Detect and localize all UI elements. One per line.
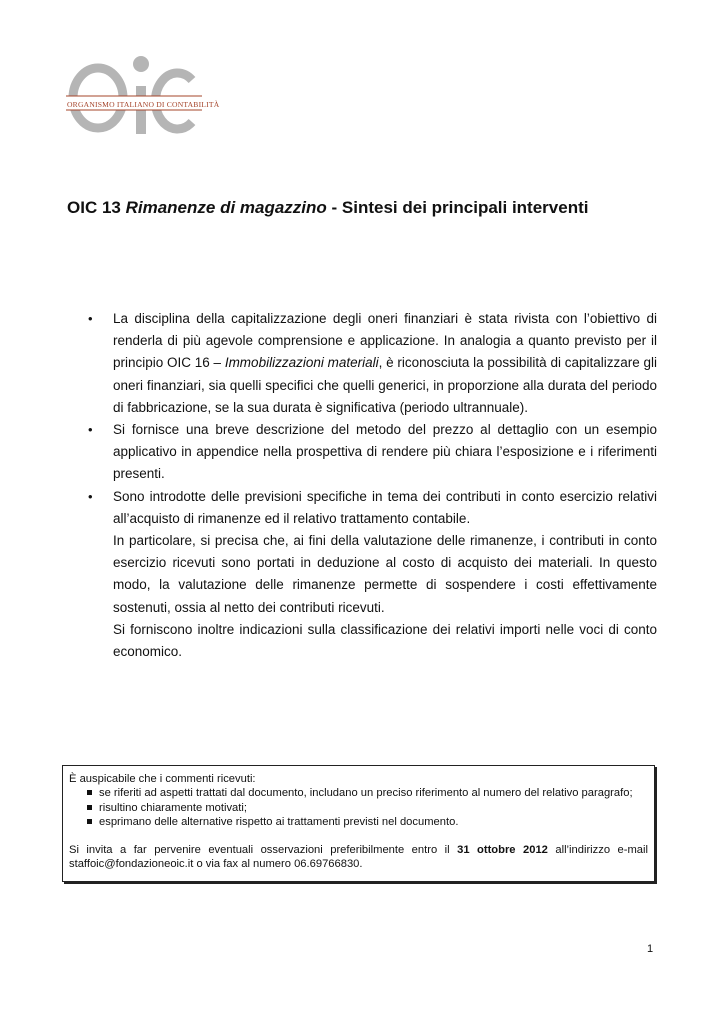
notice-item: esprimano delle alternative rispetto ai trattamenti previsti nel documento.: [85, 815, 648, 829]
notice-invite: Si invita a far pervenire eventuali osservazioni preferibilmente entro il 31 ottobre 2012 all’indirizzo e-mail staffoic@fondazioneoic.it o via fax al numero 06.69766830.: [69, 844, 648, 871]
title-suffix: - Sintesi dei principali interventi: [326, 198, 589, 217]
notice-item: risultino chiaramente motivati;: [85, 801, 648, 815]
svg-text:ORGANISMO ITALIANO DI CONTABIL: ORGANISMO ITALIANO DI CONTABILITÀ: [67, 100, 220, 109]
bullet-icon: •: [88, 422, 93, 438]
bullet-icon: •: [88, 311, 93, 326]
document-title: [67, 198, 667, 218]
comments-notice-box: [62, 765, 655, 882]
title-prefix: OIC 13: [67, 198, 126, 217]
list-item: • Si fornisce una breve descrizione del metodo del prezzo al dettaglio con un esempio applicativo in appendice nella prospettiva di rendere più chiara l’esposizione e i riferimenti presenti.: [86, 419, 657, 486]
page-number: 1: [647, 943, 654, 955]
notice-item: se riferiti ad aspetti trattati dal documento, includano un preciso riferimento al numero del relativo paragrafo;: [85, 786, 648, 800]
title-italic: Rimanenze di magazzino: [125, 198, 327, 217]
square-bullet-icon: [87, 790, 92, 795]
square-bullet-icon: [87, 819, 92, 824]
deadline-date: 31 ottobre 2012: [457, 844, 548, 857]
list-item: • Sono introdotte delle previsioni specifiche in tema dei contributi in conto esercizio relativi all’acquisto di rimanenze ed il relativo trattamento contabile. In particolare, si precisa che, ai fini della valutazione delle rimanenze, i contributi in conto esercizio ricevuti sono portati in deduzione al costo di acquisto dei materiali. In questo modo, la valutazione delle rimanenze permette di sospendere i costi effettivamente sostenuti, ossia al netto dei contributi ricevuti. Si forniscono inoltre indicazioni sulla classificazione dei relativi importi nelle voci di conto economico.: [86, 486, 657, 664]
oic-logo: [64, 50, 220, 142]
notice-list: [69, 786, 648, 829]
summary-list: [86, 308, 657, 663]
bullet-icon: •: [88, 488, 93, 504]
notice-intro: È auspicabile che i commenti ricevuti:: [69, 773, 256, 785]
list-item: • La disciplina della capitalizzazione degli oneri finanziari è stata rivista con l’obiettivo di renderla di più agevole comprensione e applicazione. In analogia a quanto previsto per il principio OIC 16 – Immobilizzazioni materiali, è riconosciuta la possibilità di capitalizzare gli oneri finanziari, sia quelli specifici che quelli generici, in proporzione alla durata del periodo di fabbricazione, se la sua durata è significativa (periodo ultrannuale).: [86, 308, 657, 419]
square-bullet-icon: [87, 805, 92, 810]
oic-logo-graphic: [64, 50, 220, 142]
